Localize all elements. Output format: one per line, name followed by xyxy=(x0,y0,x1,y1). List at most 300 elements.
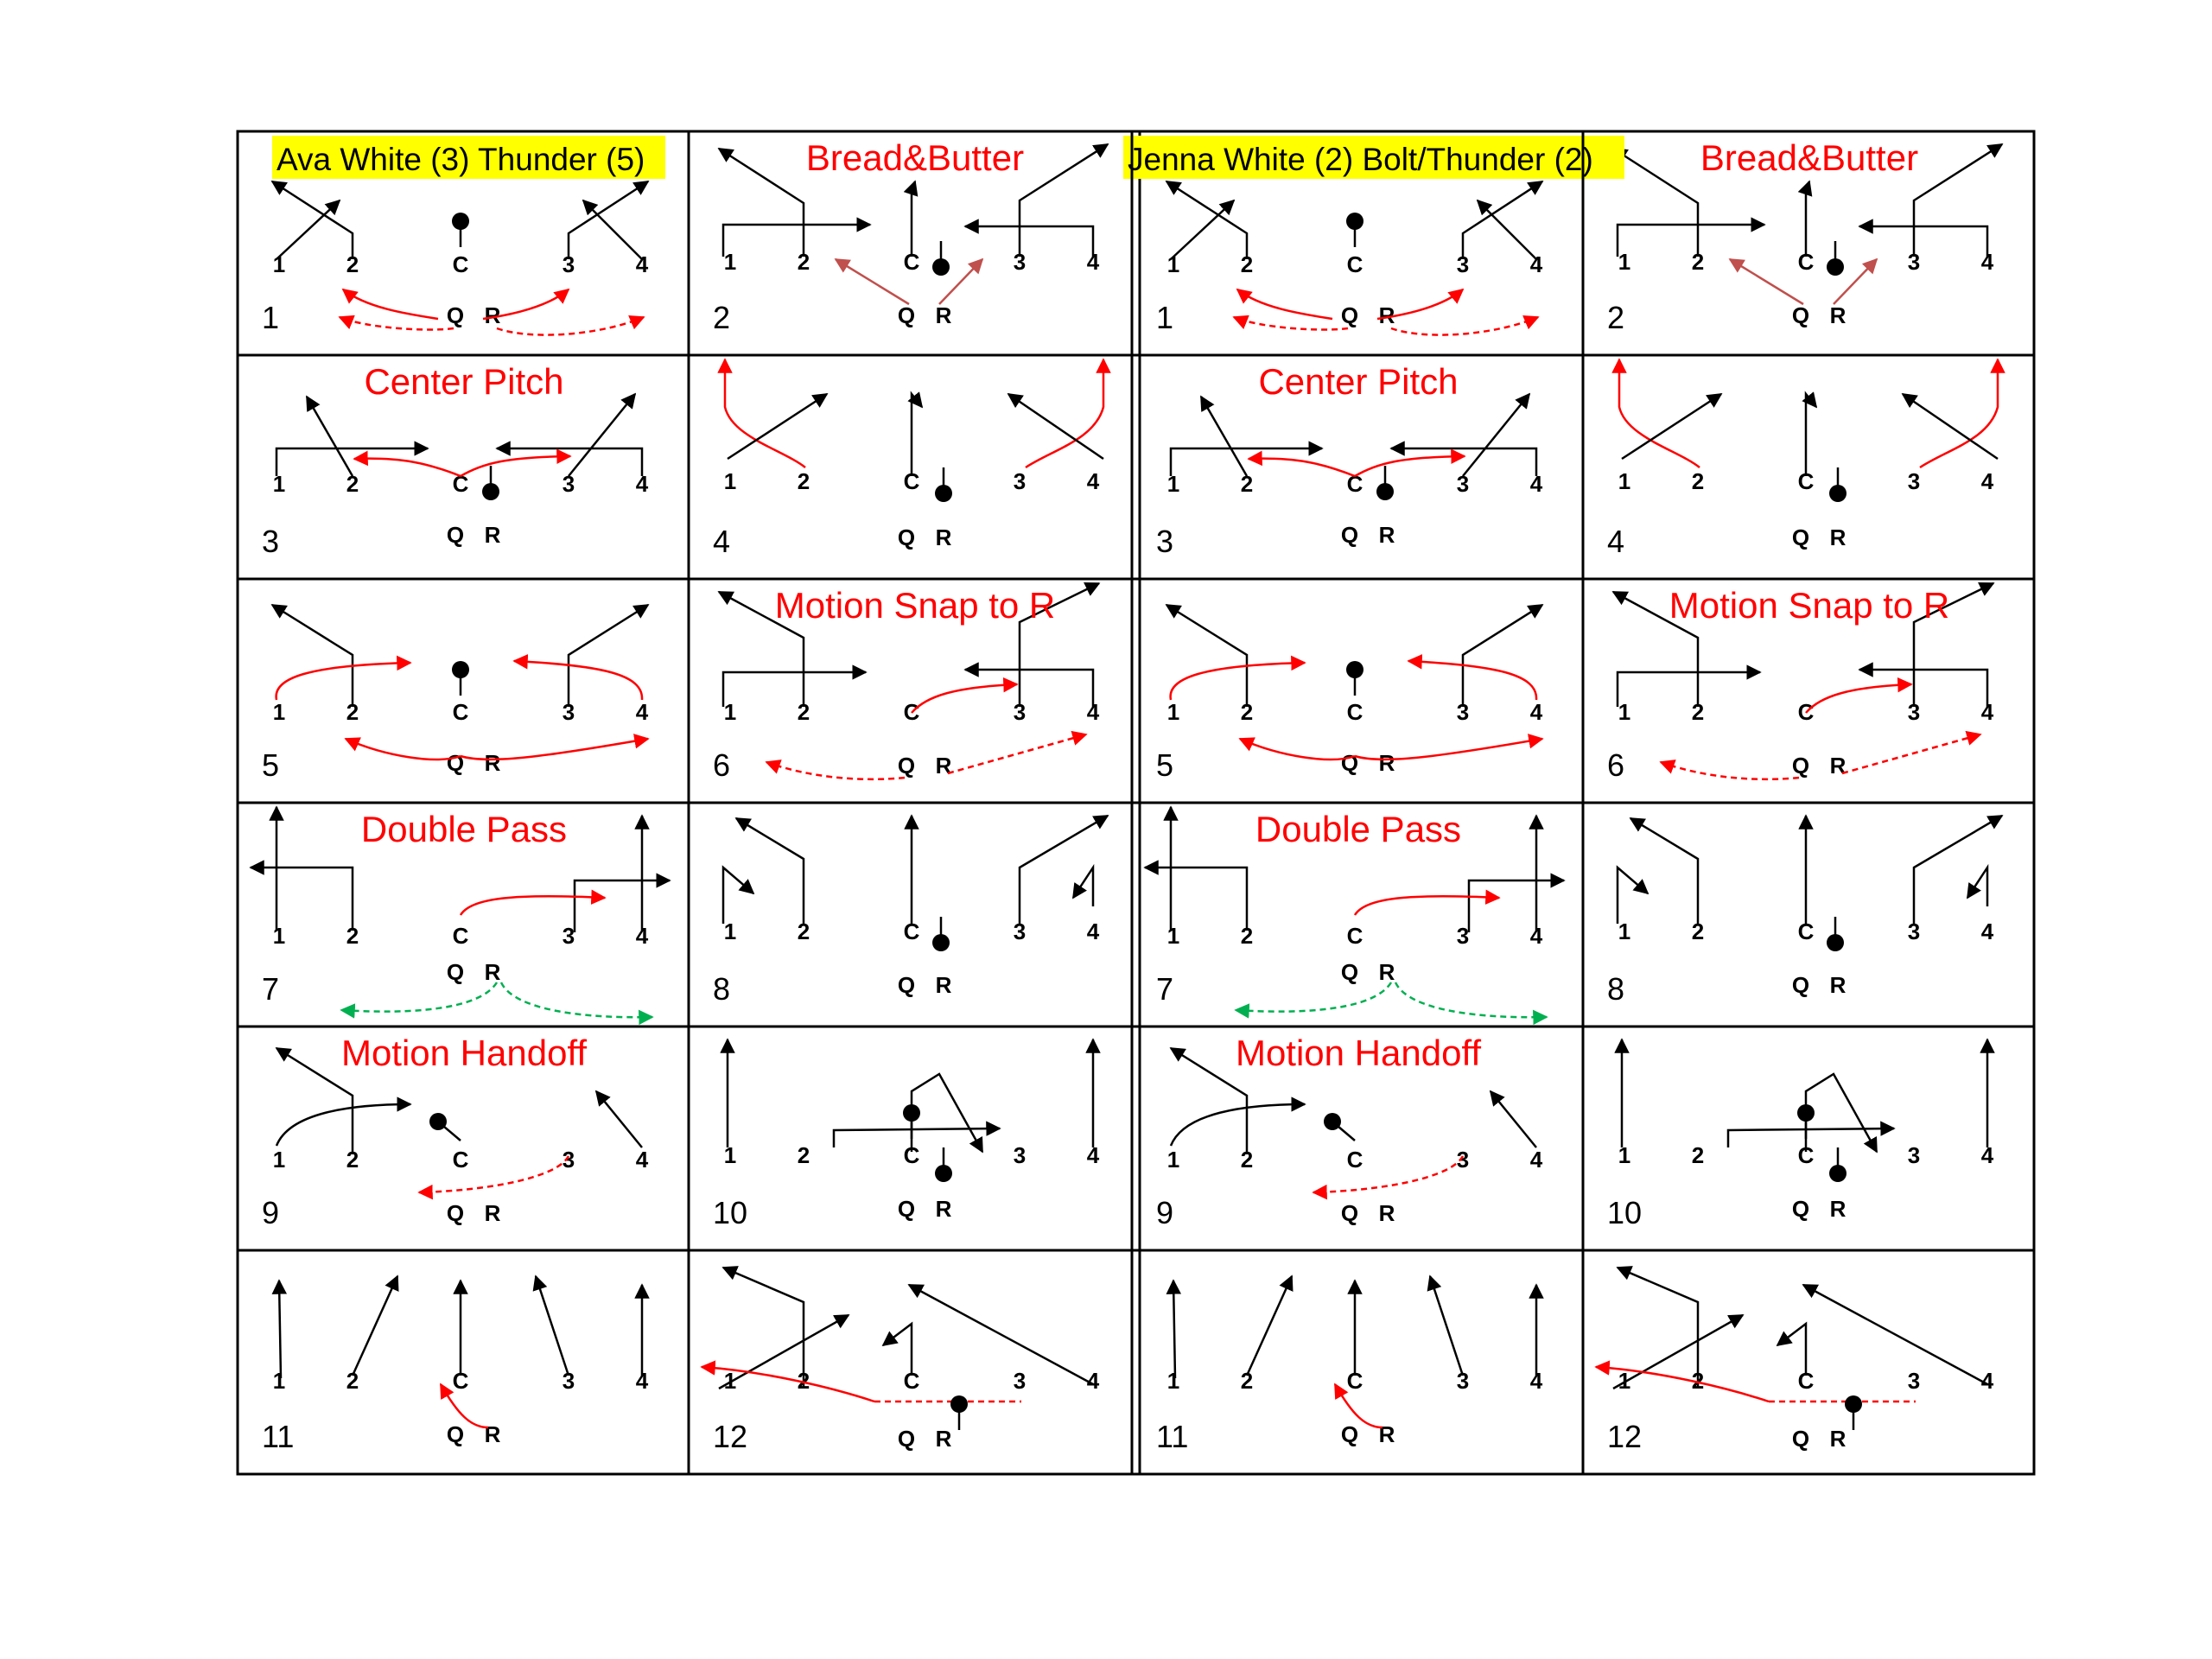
player-label-c: C xyxy=(452,1147,469,1173)
play-title: Motion Snap to R xyxy=(774,585,1056,626)
route-arrow xyxy=(1008,394,1103,459)
ball-marker xyxy=(903,1104,920,1122)
route-arrow xyxy=(965,670,1093,707)
play-title: Double Pass xyxy=(1255,809,1462,849)
ball-marker xyxy=(1376,483,1394,500)
play-number: 9 xyxy=(262,1195,280,1230)
play-number: 7 xyxy=(262,971,280,1007)
player-label-q: Q xyxy=(1340,750,1359,776)
motion-arrow xyxy=(1240,739,1355,760)
ball-marker xyxy=(1346,213,1363,230)
player-label-p2: 2 xyxy=(1691,1368,1705,1394)
route-arrow xyxy=(279,1281,281,1378)
player-label-p1: 1 xyxy=(723,249,737,275)
player-label-p2: 2 xyxy=(346,699,359,725)
motion-arrow xyxy=(725,359,805,467)
route-arrow xyxy=(728,394,827,459)
player-label-q: Q xyxy=(1791,972,1810,998)
player-label-q: Q xyxy=(1791,1196,1810,1222)
play-number: 5 xyxy=(1156,747,1174,783)
route-arrow xyxy=(1613,149,1698,257)
player-label-c: C xyxy=(1346,1368,1363,1394)
player-label-r: R xyxy=(935,302,952,328)
motion-arrow xyxy=(346,739,461,760)
player-label-p1: 1 xyxy=(1618,468,1631,494)
player-label-p2: 2 xyxy=(1240,471,1254,497)
ball-marker xyxy=(1346,661,1363,678)
play-cell-4 xyxy=(713,359,1103,559)
player-label-q: Q xyxy=(897,302,916,328)
player-label-q: Q xyxy=(897,524,916,550)
player-label-c: C xyxy=(903,468,920,494)
player-label-r: R xyxy=(1378,750,1395,776)
player-label-c: C xyxy=(903,699,920,725)
player-label-p4: 4 xyxy=(1086,1142,1100,1168)
motion-arrow xyxy=(354,459,461,476)
player-label-p3: 3 xyxy=(1907,468,1921,494)
route-arrow xyxy=(1173,1281,1175,1378)
play-title: Motion Handoff xyxy=(1235,1033,1482,1073)
ball-marker xyxy=(1324,1113,1341,1130)
player-label-p3: 3 xyxy=(1013,249,1027,275)
route-arrow xyxy=(1806,181,1809,257)
ball-marker xyxy=(1827,258,1844,276)
route-arrow xyxy=(583,200,642,259)
player-label-r: R xyxy=(935,1426,952,1452)
motion-arrow xyxy=(1171,663,1305,700)
player-label-r: R xyxy=(935,524,952,550)
play-cell-10 xyxy=(713,1039,1100,1230)
route-arrow xyxy=(1618,868,1648,924)
player-label-p4: 4 xyxy=(635,251,649,277)
route-arrow xyxy=(1806,1074,1877,1152)
motion-arrow xyxy=(461,456,570,476)
play-cell-12 xyxy=(1596,1268,1994,1454)
player-label-p3: 3 xyxy=(1907,249,1921,275)
player-label-p3: 3 xyxy=(562,251,575,277)
player-label-c: C xyxy=(452,1368,469,1394)
route-arrow xyxy=(719,149,804,257)
route-arrow xyxy=(723,868,753,924)
player-label-c: C xyxy=(1346,923,1363,949)
play-cell-2 xyxy=(713,137,1108,335)
player-label-r: R xyxy=(484,750,501,776)
player-label-p3: 3 xyxy=(1907,918,1921,944)
motion-arrow xyxy=(1355,456,1465,476)
play-cell-2 xyxy=(1607,137,2002,335)
motion-dashed-arrow xyxy=(1661,762,1799,779)
player-label-p3: 3 xyxy=(562,1368,575,1394)
player-label-q: Q xyxy=(897,1196,916,1222)
motion-dashed-arrow xyxy=(419,1156,569,1192)
play-number: 3 xyxy=(262,524,280,559)
player-label-p1: 1 xyxy=(723,1368,737,1394)
route-arrow xyxy=(1859,670,1987,707)
route-arrow xyxy=(569,605,648,707)
player-label-q: Q xyxy=(1791,753,1810,779)
player-label-r: R xyxy=(935,972,952,998)
player-label-p4: 4 xyxy=(635,923,649,949)
player-label-p1: 1 xyxy=(272,923,286,949)
play-cell-3 xyxy=(1156,361,1543,559)
player-label-p2: 2 xyxy=(346,471,359,497)
player-label-r: R xyxy=(1378,1421,1395,1447)
player-label-c: C xyxy=(452,471,469,497)
player-label-p1: 1 xyxy=(1618,918,1631,944)
player-label-p4: 4 xyxy=(1086,249,1100,275)
route-arrow xyxy=(307,397,353,476)
play-cell-5 xyxy=(1156,605,1543,783)
player-label-p2: 2 xyxy=(1691,699,1705,725)
player-label-p4: 4 xyxy=(635,1368,649,1394)
player-label-q: Q xyxy=(1791,1426,1810,1452)
player-label-r: R xyxy=(1378,1200,1395,1226)
player-label-p2: 2 xyxy=(797,468,810,494)
player-label-p4: 4 xyxy=(1086,468,1100,494)
player-label-p1: 1 xyxy=(272,1147,286,1173)
play-title: Bread&Butter xyxy=(805,137,1025,178)
ball-marker xyxy=(950,1395,968,1413)
route-arrow xyxy=(1020,816,1108,924)
motion-arrow xyxy=(276,1104,410,1146)
player-label-p2: 2 xyxy=(1691,1142,1705,1168)
player-label-p2: 2 xyxy=(1240,699,1254,725)
play-cell-11 xyxy=(1156,1276,1543,1454)
route-arrow xyxy=(1145,868,1247,931)
player-label-p1: 1 xyxy=(272,471,286,497)
play-number: 5 xyxy=(262,747,280,783)
player-label-p4: 4 xyxy=(1086,699,1100,725)
play-cell-7 xyxy=(1145,807,1564,1017)
route-arrow xyxy=(272,181,353,259)
route-arrow xyxy=(1247,1276,1292,1376)
player-label-p3: 3 xyxy=(1907,699,1921,725)
player-label-p2: 2 xyxy=(346,1147,359,1173)
player-label-p1: 1 xyxy=(1166,699,1180,725)
route-arrow xyxy=(912,181,915,257)
player-label-p4: 4 xyxy=(1980,1142,1994,1168)
player-label-q: Q xyxy=(1791,524,1810,550)
player-label-c: C xyxy=(1797,1368,1815,1394)
player-label-q: Q xyxy=(446,750,465,776)
player-label-p1: 1 xyxy=(1166,1147,1180,1173)
player-label-r: R xyxy=(1378,959,1395,985)
route-arrow xyxy=(1463,394,1529,476)
player-label-p1: 1 xyxy=(1618,249,1631,275)
player-label-p3: 3 xyxy=(562,923,575,949)
handoff-arrow xyxy=(836,259,909,304)
pass-dashed-arrow xyxy=(1395,982,1547,1017)
play-number: 11 xyxy=(1156,1419,1189,1454)
route-arrow xyxy=(1967,868,1987,906)
play-number: 6 xyxy=(713,747,731,783)
route-arrow xyxy=(1166,181,1247,259)
player-label-p4: 4 xyxy=(1529,699,1543,725)
route-arrow xyxy=(1803,1285,1987,1384)
play-number: 8 xyxy=(1607,971,1625,1007)
player-label-p2: 2 xyxy=(797,918,810,944)
player-label-r: R xyxy=(1829,753,1847,779)
player-label-c: C xyxy=(1797,918,1815,944)
play-cell-6 xyxy=(1607,583,1994,783)
player-label-p3: 3 xyxy=(1013,1142,1027,1168)
player-label-p4: 4 xyxy=(1529,471,1543,497)
player-label-p3: 3 xyxy=(1013,1368,1027,1394)
player-label-p2: 2 xyxy=(346,251,359,277)
motion-dashed-arrow xyxy=(1391,317,1538,335)
player-label-q: Q xyxy=(1340,959,1359,985)
motion-arrow xyxy=(514,661,642,700)
player-label-p3: 3 xyxy=(1456,471,1470,497)
player-label-p3: 3 xyxy=(1456,251,1470,277)
play-number: 2 xyxy=(713,300,731,335)
play-cell-4 xyxy=(1607,359,1998,559)
play-number: 12 xyxy=(1607,1419,1643,1454)
motion-arrow xyxy=(1806,684,1911,713)
play-number: 8 xyxy=(713,971,731,1007)
play-number: 12 xyxy=(713,1419,748,1454)
player-label-r: R xyxy=(484,1200,501,1226)
ball-marker xyxy=(1827,934,1844,951)
play-cell-6 xyxy=(713,583,1100,783)
player-label-p3: 3 xyxy=(1013,918,1027,944)
play-cell-5 xyxy=(262,605,649,783)
route-arrow xyxy=(575,880,670,932)
ball-marker xyxy=(935,485,952,502)
player-label-c: C xyxy=(1797,1142,1815,1168)
player-label-q: Q xyxy=(897,972,916,998)
player-label-p4: 4 xyxy=(1980,249,1994,275)
route-arrow xyxy=(723,672,866,707)
ball-marker xyxy=(1829,1165,1847,1182)
player-label-r: R xyxy=(1829,972,1847,998)
player-label-p1: 1 xyxy=(272,1368,286,1394)
ball-marker xyxy=(429,1113,447,1130)
player-label-c: C xyxy=(452,923,469,949)
ball-marker xyxy=(1845,1395,1862,1413)
route-arrow xyxy=(1491,1091,1536,1147)
player-label-q: Q xyxy=(1340,1421,1359,1447)
player-label-p2: 2 xyxy=(797,1142,810,1168)
player-label-p4: 4 xyxy=(1529,251,1543,277)
route-arrow xyxy=(1478,200,1536,259)
player-label-p1: 1 xyxy=(723,1142,737,1168)
motion-arrow xyxy=(1237,289,1332,319)
route-arrow xyxy=(912,1074,982,1152)
play-cell-11 xyxy=(262,1276,649,1454)
player-label-c: C xyxy=(1346,251,1363,277)
player-label-p2: 2 xyxy=(1691,918,1705,944)
player-label-r: R xyxy=(1829,1196,1847,1222)
player-label-q: Q xyxy=(1791,302,1810,328)
player-label-p4: 4 xyxy=(635,1147,649,1173)
motion-arrow xyxy=(912,684,1017,713)
player-label-p4: 4 xyxy=(635,699,649,725)
player-label-c: C xyxy=(1797,468,1815,494)
play-title: Center Pitch xyxy=(364,361,564,402)
play-cell-8 xyxy=(1607,816,2002,1007)
playbook-grid-right xyxy=(1123,131,2034,1474)
player-label-r: R xyxy=(1378,302,1395,328)
route-arrow xyxy=(736,818,804,924)
motion-dashed-arrow xyxy=(766,762,905,779)
play-title: Double Pass xyxy=(360,809,568,849)
player-label-r: R xyxy=(935,753,952,779)
play-title: Center Pitch xyxy=(1258,361,1459,402)
player-label-p1: 1 xyxy=(1618,699,1631,725)
player-label-p1: 1 xyxy=(1166,251,1180,277)
player-label-p3: 3 xyxy=(1456,923,1470,949)
route-arrow xyxy=(1166,605,1247,707)
player-label-p4: 4 xyxy=(1529,1368,1543,1394)
motion-arrow xyxy=(1619,359,1700,467)
route-arrow xyxy=(1622,394,1721,459)
player-label-p3: 3 xyxy=(1456,1147,1470,1173)
player-label-c: C xyxy=(903,249,920,275)
route-arrow xyxy=(1430,1276,1463,1376)
player-label-q: Q xyxy=(897,753,916,779)
player-label-p4: 4 xyxy=(1980,468,1994,494)
player-label-p3: 3 xyxy=(1013,468,1027,494)
pass-dashed-arrow xyxy=(501,982,652,1017)
play-number: 4 xyxy=(713,524,731,559)
player-label-q: Q xyxy=(446,1200,465,1226)
ball-marker xyxy=(932,934,950,951)
motion-arrow xyxy=(1249,459,1355,476)
ball-marker xyxy=(1829,485,1847,502)
player-label-r: R xyxy=(484,959,501,985)
player-label-c: C xyxy=(903,1368,920,1394)
player-label-p2: 2 xyxy=(346,1368,359,1394)
route-arrow xyxy=(353,1276,397,1376)
player-label-p3: 3 xyxy=(562,471,575,497)
ball-marker xyxy=(932,258,950,276)
player-label-p2: 2 xyxy=(1240,1368,1254,1394)
route-arrow xyxy=(909,1285,1093,1384)
play-cell-12 xyxy=(702,1268,1100,1454)
play-cell-1 xyxy=(1156,181,1543,335)
route-arrow xyxy=(1914,816,2002,924)
play-number: 10 xyxy=(713,1195,748,1230)
player-label-p4: 4 xyxy=(635,471,649,497)
player-label-p2: 2 xyxy=(346,923,359,949)
player-label-r: R xyxy=(1829,302,1847,328)
play-cell-1 xyxy=(262,181,649,335)
player-label-p1: 1 xyxy=(1166,1368,1180,1394)
pass-dashed-arrow xyxy=(341,982,497,1012)
player-label-p2: 2 xyxy=(1691,249,1705,275)
route-arrow xyxy=(276,200,340,259)
player-label-p4: 4 xyxy=(1086,918,1100,944)
route-arrow xyxy=(1630,818,1698,924)
player-label-p2: 2 xyxy=(797,699,810,725)
player-label-r: R xyxy=(484,522,501,548)
play-number: 2 xyxy=(1607,300,1625,335)
ball-marker xyxy=(452,661,469,678)
play-title: Bread&Butter xyxy=(1700,137,1919,178)
player-label-r: R xyxy=(484,1421,501,1447)
player-label-q: Q xyxy=(446,959,465,985)
motion-dashed-arrow xyxy=(497,317,644,335)
player-label-c: C xyxy=(1346,471,1363,497)
ball-marker xyxy=(482,483,499,500)
handoff-arrow xyxy=(1730,259,1803,304)
motion-arrow xyxy=(1355,896,1499,915)
player-label-p1: 1 xyxy=(723,468,737,494)
player-label-p2: 2 xyxy=(797,249,810,275)
route-arrow xyxy=(251,868,353,931)
header-text: Ava White (3) Thunder (5) xyxy=(276,142,645,177)
route-arrow xyxy=(569,181,648,259)
player-label-p4: 4 xyxy=(1980,918,1994,944)
player-label-p1: 1 xyxy=(272,699,286,725)
player-label-q: Q xyxy=(1340,522,1359,548)
player-label-p4: 4 xyxy=(1529,923,1543,949)
route-arrow xyxy=(536,1276,569,1376)
player-label-q: Q xyxy=(897,1426,916,1452)
route-arrow xyxy=(272,605,353,707)
player-label-q: Q xyxy=(1340,1200,1359,1226)
play-title: Motion Handoff xyxy=(340,1033,588,1073)
player-label-r: R xyxy=(484,302,501,328)
player-label-p1: 1 xyxy=(272,251,286,277)
motion-arrow xyxy=(461,896,605,915)
player-label-p1: 1 xyxy=(1166,471,1180,497)
route-arrow xyxy=(1201,397,1247,476)
player-label-p2: 2 xyxy=(1240,923,1254,949)
motion-arrow xyxy=(343,289,438,319)
player-label-p3: 3 xyxy=(1907,1142,1921,1168)
player-label-p4: 4 xyxy=(1086,1368,1100,1394)
player-label-c: C xyxy=(452,699,469,725)
player-label-p1: 1 xyxy=(1618,1142,1631,1168)
playbook-grid-left xyxy=(238,131,1140,1474)
player-label-r: R xyxy=(1378,522,1395,548)
play-number: 6 xyxy=(1607,747,1625,783)
player-label-p1: 1 xyxy=(1166,923,1180,949)
play-number: 1 xyxy=(262,300,280,335)
play-number: 3 xyxy=(1156,524,1174,559)
play-cell-10 xyxy=(1607,1039,1994,1230)
player-label-q: Q xyxy=(446,1421,465,1447)
play-number: 1 xyxy=(1156,300,1174,335)
motion-arrow xyxy=(1171,1104,1305,1146)
player-label-p2: 2 xyxy=(797,1368,810,1394)
route-arrow xyxy=(1859,226,1987,257)
player-label-p3: 3 xyxy=(562,1147,575,1173)
motion-dashed-arrow xyxy=(1842,734,1980,773)
route-arrow xyxy=(1806,394,1816,476)
player-label-q: Q xyxy=(446,302,465,328)
pass-dashed-arrow xyxy=(1236,982,1391,1012)
player-label-c: C xyxy=(1797,249,1815,275)
header-text: Jenna White (2) Bolt/Thunder (2) xyxy=(1128,142,1593,177)
player-label-p1: 1 xyxy=(723,918,737,944)
player-label-p2: 2 xyxy=(1240,1147,1254,1173)
player-label-r: R xyxy=(1829,1426,1847,1452)
route-arrow xyxy=(596,1091,642,1147)
player-label-p3: 3 xyxy=(1456,1368,1470,1394)
player-label-p3: 3 xyxy=(1013,699,1027,725)
player-label-c: C xyxy=(1346,1147,1363,1173)
player-label-q: Q xyxy=(1340,302,1359,328)
play-cell-3 xyxy=(262,361,649,559)
route-arrow xyxy=(1914,144,2002,257)
ball-marker xyxy=(452,213,469,230)
motion-dashed-arrow xyxy=(948,734,1086,773)
player-label-p2: 2 xyxy=(1240,251,1254,277)
player-label-c: C xyxy=(1346,699,1363,725)
